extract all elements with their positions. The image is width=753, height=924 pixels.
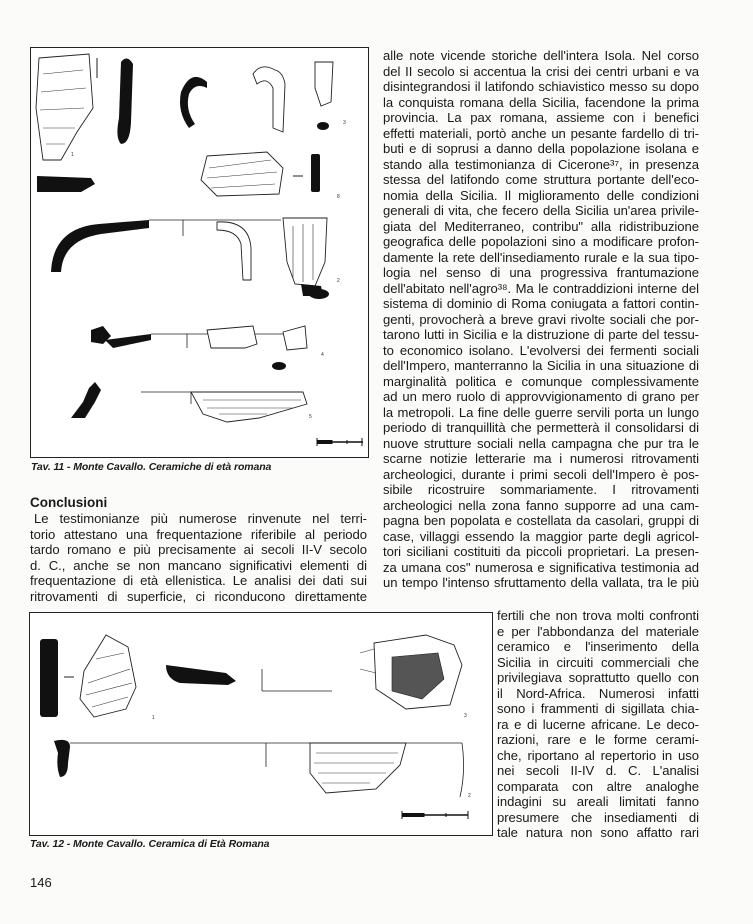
- text-line: to economico isolano. L'evolversi dei fermenti sociali: [383, 342, 699, 358]
- scale-bar: [402, 811, 468, 819]
- text-line: logia nel senso di una progressiva frantumazione: [383, 265, 699, 280]
- left-column-text: [30, 511, 367, 604]
- text-line: privilegiava soprattutto quello con: [497, 670, 699, 685]
- figure-11-drawings: [31, 48, 368, 457]
- profile-black-2: [166, 665, 236, 685]
- text-line: ceramico e l'inserimento della: [497, 639, 699, 654]
- profile-black-1: [117, 58, 133, 144]
- text-line: dell'Impero, manterranno la Sicilia in una situazione di: [383, 358, 699, 373]
- item-number-2: 2: [337, 278, 340, 284]
- figure-12-drawings: [30, 613, 492, 835]
- text-line: d. C., anche se non mancano significativi elementi di: [30, 557, 367, 573]
- text-line: buti e di soprusi a danno della popolazione isolana e: [383, 141, 699, 156]
- figure-12-caption: Tav. 12 - Monte Cavallo. Ceramica di Età Romana: [30, 838, 270, 850]
- text-line: indagini su areali limitati fanno: [497, 794, 699, 809]
- profile-black-4: [51, 220, 149, 272]
- text-line: provincia. La pax romana, assieme con i benefici: [383, 110, 699, 125]
- profile-black-5: [71, 382, 101, 418]
- item-number-1: 1: [71, 152, 74, 158]
- text-line: generali di vita, che fecero della Sicilia un'area privile-: [383, 203, 699, 218]
- text-line: ritrovamenti di superficie, ci riconducono direttamente: [30, 588, 367, 604]
- text-line: pagna ben popolata e costellata da casolari, gruppi di: [383, 513, 699, 528]
- text-line: fertili che non trova molti confronti: [497, 608, 699, 623]
- right-column-text: [383, 48, 699, 591]
- text-line: la conquista romana della Sicilia, facendone la prima: [383, 94, 699, 110]
- text-line: periodo di tranquillità che permetterà il consolidarsi di: [383, 420, 699, 435]
- text-line: ad un mero ruolo di approvvigionamento di grano per: [383, 389, 699, 404]
- text-line: nei secoli II-IV d. C. L'analisi: [497, 763, 699, 778]
- text-line: Le testimonianze più numerose rinvenute nel terri-: [34, 511, 367, 526]
- text-line: alle note vicende storiche dell'intera Isola. Nel corso: [383, 48, 699, 63]
- text-line: dell'abitato nell'agro³⁸. Ma le contraddizioni interne del: [383, 280, 699, 296]
- profile-black-3: [37, 176, 95, 192]
- text-line: razioni, rare e le forme cerami-: [497, 732, 699, 747]
- text-line: torio attestano una frequentazione riferibile al periodo: [30, 526, 367, 542]
- figure-11-plate: [30, 47, 369, 458]
- text-line: Sicilia in circuiti commerciali che: [497, 654, 699, 670]
- text-line: sono i frammenti di sigillata chia-: [497, 701, 699, 716]
- text-line: genti, provocherà a breve gravi rivolte sociali che por-: [383, 311, 699, 327]
- text-line: del II secolo si accentua la crisi dei centri urbani e va: [383, 63, 699, 79]
- profile-black-1: [40, 639, 58, 717]
- section-heading: Conclusioni: [30, 495, 108, 510]
- text-line: disintegrandosi il latifondo schiavistico messo su dopo: [383, 79, 699, 94]
- text-line: tori siciliani costituiti da piccoli proprietari. La presen-: [383, 544, 699, 559]
- text-line: archeologici, durante i primi secoli dell'Impero è pos-: [383, 466, 699, 482]
- profile-black-2: [180, 77, 207, 128]
- text-line: giata del Mediterraneo, contribu" alla ridistribuzione: [383, 218, 699, 234]
- text-line: geografica delle popolazioni sino a modificare profon-: [383, 234, 699, 249]
- item-number-8: 8: [337, 194, 340, 200]
- text-line: frequentazione di età ellenistica. Le analisi dei dati sui: [30, 573, 367, 588]
- text-line: comparata con altre analoghe: [497, 778, 699, 794]
- text-line: effetti materiali, portò anche un pesante fardello di tri-: [383, 125, 699, 141]
- text-line: tardo romano e più precisamente ai secoli II-V secolo: [30, 542, 367, 557]
- text-line: stessa del latifondo come struttura portante dell'eco-: [383, 172, 699, 187]
- item-number-3: 3: [464, 713, 467, 719]
- text-line: ra e di lucerne africane. Le deco-: [497, 716, 699, 732]
- text-line: tale natura non sono affatto rari: [497, 825, 699, 840]
- item-number-2: 2: [468, 793, 471, 799]
- text-line: il Nord-Africa. Numerosi infatti: [497, 685, 699, 701]
- text-line: tarono lutti in Sicilia e la distruzione di parte del tessu-: [383, 327, 699, 342]
- text-line: la metropoli. La fine delle guerre servili porta un lungo: [383, 404, 699, 420]
- text-line: za umana cos" numerosa e significativa testimonia ad: [383, 559, 699, 575]
- wrap-column-text: [497, 608, 699, 841]
- text-line: stando alla testimonianza di Cicerone³⁷, in presenza: [383, 156, 699, 172]
- text-line: nomia della Sicilia. Il miglioramento delle condizioni: [383, 187, 699, 203]
- sherd-1-drawing: [36, 54, 97, 160]
- text-line: nuove strutture sociali nella campagna che pur tra le: [383, 435, 699, 451]
- text-line: che, riportano al repertorio in uso: [497, 747, 699, 763]
- text-line: un tempo l'intenso sfruttamento della vallata, tra le più: [383, 575, 699, 590]
- text-line: marginalità politica e comunque complessivamente: [383, 373, 699, 389]
- profile-black-3: [54, 740, 70, 777]
- item-number-4: 4: [321, 352, 324, 358]
- text-line: sistema di dominio di Roma coniugata a fattori contin-: [383, 296, 699, 311]
- scale-bar: [317, 438, 363, 446]
- item-number-1: 1: [152, 715, 155, 721]
- text-line: sibile ricostruire sommariamente. I ritrovamenti: [383, 482, 699, 497]
- text-line: case, villaggi essendo la maggior parte degli agricol-: [383, 528, 699, 544]
- text-line: e per l'abbondanza del materiale: [497, 623, 699, 639]
- text-line: presumere che insediamenti di: [497, 809, 699, 825]
- item-number-5: 5: [309, 414, 312, 420]
- figure-11-caption: Tav. 11 - Monte Cavallo. Ceramiche di età romana: [31, 461, 272, 473]
- figure-12-plate: [29, 612, 493, 836]
- text-line: damente la rete dell'insediamento rurale e la sua tipo-: [383, 249, 699, 265]
- text-line: scarne notizie letterarie ma i numerosi ritrovamenti: [383, 451, 699, 466]
- item-number-3: 3: [343, 120, 346, 126]
- page-number: 146: [30, 875, 52, 890]
- text-line: archeologici nella zona fanno supporre ad una cam-: [383, 497, 699, 513]
